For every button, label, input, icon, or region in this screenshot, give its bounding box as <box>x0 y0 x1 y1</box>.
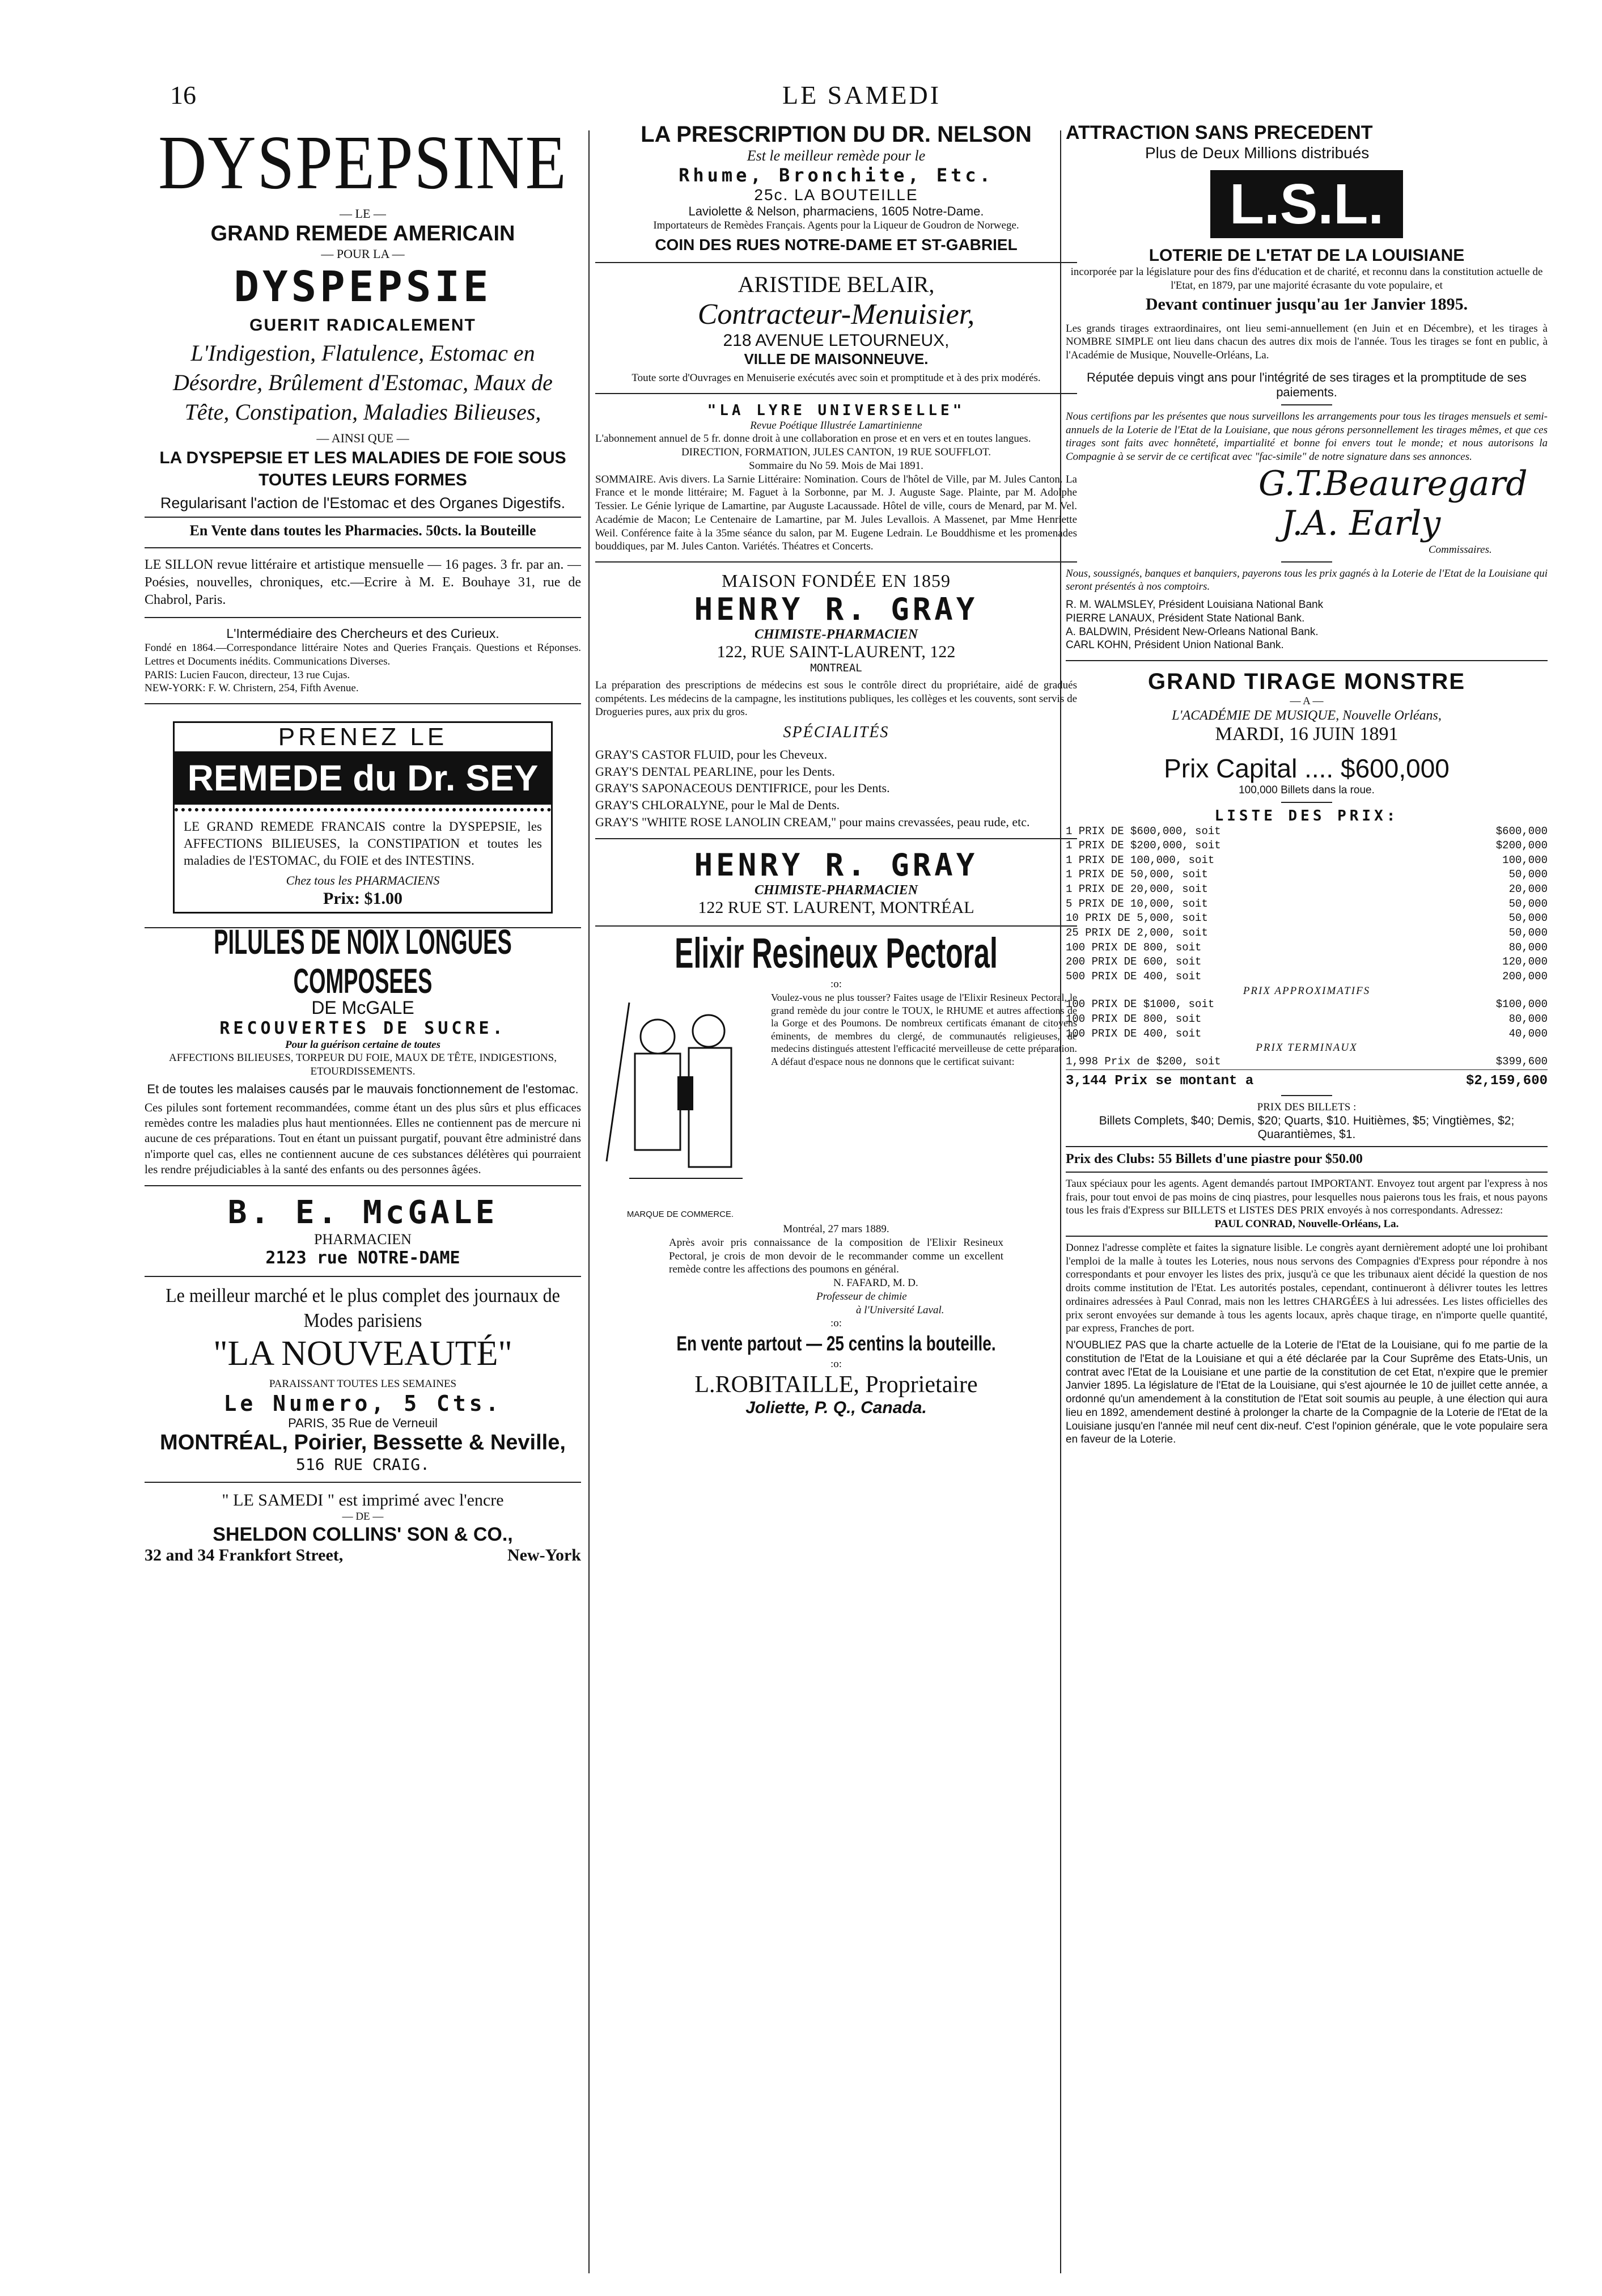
nouveaute-title: "LA NOUVEAUTÉ" <box>213 1334 512 1373</box>
loterie-title: LOTERIE DE L'ETAT DE LA LOUISIANE <box>1148 246 1465 265</box>
elixir-loc: Joliette, P. Q., Canada. <box>745 1398 927 1417</box>
nelson-laviolette: Laviolette & Nelson, pharmaciens, 1605 Notre-Dame. <box>688 204 984 218</box>
loterie-nous: Nous, soussignés, banques et banquiers, payerons tous les prix gagnés à la Loterie de l'Etat de la Louisiane qui seront présentés à nos comptoirs. <box>1066 567 1548 593</box>
sey-chez: Chez tous les PHARMACIENS <box>286 873 440 887</box>
mcgale-pharm: PHARMACIEN <box>314 1231 412 1248</box>
prize-label: 100 PRIX DE 800, soit <box>1066 941 1202 954</box>
imprime-de: — DE — <box>342 1510 384 1523</box>
tirage-capital: Prix Capital .... $600,000 <box>1164 753 1450 783</box>
elixir-vente: En vente partout — 25 centins la bouteille. <box>676 1332 996 1355</box>
belair-trade: Contracteur-Menuisier, <box>697 298 975 331</box>
imprime-sheldon: SHELDON COLLINS' SON & CO., <box>213 1523 513 1545</box>
column-divider <box>588 130 590 2273</box>
gray-city: MONTREAL <box>810 662 862 674</box>
approx-list <box>1066 997 1548 1041</box>
nouveaute-numero: Le Numero, 5 Cts. <box>223 1390 502 1416</box>
prize-value: 100,000 <box>1502 853 1548 866</box>
regularisant: Regularisant l'action de l'Estomac et des Organes Digestifs. <box>160 494 566 511</box>
prize-row <box>1066 824 1548 839</box>
gray-item: GRAY'S SAPONACEOUS DENTIFRICE, pour les Dents. <box>595 781 890 796</box>
dyspepsie-title: DYSPEPSIE <box>234 263 492 312</box>
elixir-ad <box>595 929 1077 1418</box>
prix-billets-line: Billets Complets, $40; Demis, $20; Quarts, $10. Huitièmes, $5; Vingtièmes, $2; Quarantièmes, $1. <box>1099 1114 1515 1141</box>
prix-billets-title: PRIX DES BILLETS : <box>1257 1101 1357 1113</box>
prize-value: 80,000 <box>1508 1012 1548 1025</box>
belair-ville: VILLE DE MAISONNEUVE. <box>744 350 929 367</box>
lsl-logo: L.S.L. <box>1210 170 1403 238</box>
prize-row <box>1066 853 1548 868</box>
signature-beauregard: G.T.Beauregard <box>1258 463 1528 504</box>
elixir-sep-3: :o: <box>830 1358 842 1371</box>
masthead: LE SAMEDI <box>782 81 942 109</box>
gray-chim-2: CHIMISTE-PHARMACIEN <box>754 883 918 898</box>
pilules-body: Ces pilules sont fortement recommandées, comme étant un des plus sûrs et plus efficaces remèdes contre les maladies plus haut mentionnées. Elles ne contiennent pas de mercure ni aucune de ces préparations. Tout en étant un puissant purgatif, pouvant être administré dans n'importe quel cas, elles ne contiennent aucune de ces substances délétères qui pourraient les rendre préjudiciables à la santé des enfants ou des personnes âgées. <box>145 1100 581 1176</box>
prize-label: 100 PRIX DE 400, soit <box>1066 1027 1202 1040</box>
dyspepsine-title: DYSPEPSINE <box>158 122 567 205</box>
elixir-date: Montréal, 27 mars 1889. <box>783 1223 889 1236</box>
nelson-import: Importateurs de Remèdes Français. Agents pour la Liqueur de Goudron de Norwege. <box>653 219 1019 231</box>
lyre-sub: Revue Poétique Illustrée Lamartinienne <box>750 419 922 432</box>
nouveaute-craig: 516 RUE CRAIG. <box>295 1454 430 1474</box>
prize-value: $600,000 <box>1495 824 1548 838</box>
nouveaute-ad <box>145 1285 581 1474</box>
prize-list <box>1066 824 1548 984</box>
tirage-acad: L'ACADÉMIE DE MUSIQUE, Nouvelle Orléans, <box>1172 708 1442 723</box>
nelson-rhume: Rhume, Bronchite, Etc. <box>679 164 994 186</box>
elixir-title: Elixir Resineux Pectoral <box>675 929 998 978</box>
commissaires: Commissaires. <box>1429 543 1492 556</box>
gray-item: GRAY'S CASTOR FLUID, pour les Cheveux. <box>595 747 828 762</box>
prize-label: 1 PRIX DE 50,000, soit <box>1066 868 1208 881</box>
nelson-sub: Est le meilleur remède pour le <box>747 147 926 164</box>
gray-item: GRAY'S DENTAL PEARLINE, pour les Dents. <box>595 764 835 779</box>
intermediaire-title: L'Intermédiaire des Chercheurs et des Curieux. <box>226 626 499 641</box>
attraction-title: ATTRACTION SANS PRECEDENT <box>1066 122 1373 143</box>
lottery-ad <box>1066 122 1548 652</box>
dyspepsine-ad <box>145 122 581 539</box>
sey-body: LE GRAND REMEDE FRANCAIS contre la DYSPEPSIE, les AFFECTIONS BILIEUSES, la CONSTIPATION et toutes les maladies de l'ESTOMAC, du FOIE et des INTESTINS. <box>184 819 542 868</box>
vente-label: En Vente dans toutes les Pharmacies. 50cts. la Bouteille <box>189 522 536 539</box>
elixir-illustration <box>595 991 765 1219</box>
nelson-ad <box>595 122 1077 254</box>
prize-row <box>1066 911 1548 926</box>
prize-row <box>1066 868 1548 882</box>
prize-value: 20,000 <box>1508 883 1548 896</box>
tirage-approx: PRIX APPROXIMATIFS <box>1243 984 1371 997</box>
pilules-recouv: RECOUVERTES DE SUCRE. <box>219 1018 506 1038</box>
gray-ad <box>595 570 1077 917</box>
prize-label: 5 PRIX DE 10,000, soit <box>1066 897 1208 910</box>
page-number: 16 <box>170 81 196 109</box>
pilules-title: PILULES DE NOIX LONGUES COMPOSEES <box>214 923 512 1001</box>
gray-name-2: HENRY R. GRAY <box>694 847 978 883</box>
gray-chim: CHIMISTE-PHARMACIEN <box>754 627 918 642</box>
lyre-contents: SOMMAIRE. Avis divers. La Sarnie Littéraire: Nomination. Cours de l'hôtel de Ville, par M. Jules Canton. La France et le monde littéraire; M. Faguet à la Sorbonne, par M. J. Auguste Sage. Plainte, par M. Adolphe Tessier. Le Génie lyrique de Lamartine, par Auguste Lacaussade. Hôtel de ville, cours de Menard, par M. Vel. Académie de Macon; Le Centenaire de Lamartine, par M. Jules Levallois. A Massenet, par Mme Henriette Weil. Conférence faite à la 35me séance du salon, par M. Eugene Ledrain. Le Bouddhisme et les promenades bouddiques, par M. Jules Canton. Variétés. Théatres et Concerts. <box>595 473 1077 553</box>
gray-addr: 122, RUE SAINT-LAURENT, 122 <box>717 642 956 661</box>
tirage-billets: 100,000 Billets dans la roue. <box>1239 784 1375 796</box>
prize-value: $399,600 <box>1495 1055 1548 1068</box>
prize-value: 40,000 <box>1508 1027 1548 1040</box>
bank-item: PIERRE LANAUX, Président State National Bank. <box>1066 612 1305 624</box>
elixir-body: Voulez-vous ne plus tousser? Faites usage de l'Elixir Resineux Pectoral, le grand remède du jour contre le TOUX, le RHUME et autres affections de la Gorge et des Poumons. De nombreux certificats émanant de citoyens éminents, de membres du clergé, de communautés religieuses, de medecins distingués attestent l'efficacité merveilleuse de cette préparation. A défaut d'espace nous ne donnons que le certificat suivant: <box>771 992 1077 1067</box>
tirage-liste: LISTE DES PRIX: <box>1214 807 1399 824</box>
pour-la-label: — POUR LA — <box>321 247 405 261</box>
sey-price: Prix: $1.00 <box>323 889 402 908</box>
column-middle <box>595 122 1077 2285</box>
belair-ad <box>595 271 1077 385</box>
belair-addr: 218 AVENUE LETOURNEUX, <box>723 331 950 350</box>
imprime-addr: 32 and 34 Frankfort Street, <box>145 1545 344 1565</box>
imprime-address-row <box>145 1546 581 1565</box>
elixir-sep: :o: <box>830 978 842 991</box>
lyre-title: "LA LYRE UNIVERSELLE" <box>707 401 965 419</box>
prize-label: 1 PRIX DE $600,000, soit <box>1066 824 1221 838</box>
ailments-list: L'Indigestion, Flatulence, Estomac en Désordre, Brûlement d'Estomac, Maux de Tête, Constipation, Maladies Bilieuses, <box>173 340 553 425</box>
term-list <box>1066 1055 1548 1069</box>
prix-clubs: Prix des Clubs: 55 Billets d'une piastre pour $50.00 <box>1066 1151 1363 1166</box>
trademark-figures-icon <box>595 991 765 1207</box>
gray-addr-2: 122 RUE ST. LAURENT, MONTRÉAL <box>698 898 974 917</box>
remede-sey-banner: REMEDE du Dr. SEY <box>175 751 551 805</box>
prize-label: 1 PRIX DE $200,000, soit <box>1066 839 1221 852</box>
prize-row <box>1066 955 1548 970</box>
prize-row <box>1066 1012 1548 1027</box>
prize-total-label: 3,144 Prix se montant a <box>1066 1073 1254 1089</box>
attraction-sub: Plus de Deux Millions distribués <box>1145 144 1370 162</box>
prize-label: 100 PRIX DE $1000, soit <box>1066 998 1215 1011</box>
elixir-sep-2: :o: <box>830 1317 842 1330</box>
guerit-label: GUERIT RADICALEMENT <box>249 316 476 335</box>
lyre-dir: DIRECTION, FORMATION, JULES CANTON, 19 RUE SOUFFLOT. <box>681 446 991 458</box>
nelson-coin: COIN DES RUES NOTRE-DAME ET ST-GABRIEL <box>655 235 1018 253</box>
prize-value: 80,000 <box>1508 941 1548 954</box>
imprime-ad <box>145 1491 581 1565</box>
tirage-donnez: Donnez l'adresse complète et faites la signature lisible. Le congrès ayant dernièrement adopté une loi prohibant l'emploi de la malle à toutes les Loteries, nous nous servons des Compagnies d'Express pour répondre à nos correspondants et pour envoyer les listes des prix, jusqu'à ce que les tribunaux aient décidé la question de nos droits comme institution de l'Etat. Les autorités postales, cependant, continueront à délivrer toutes les lettres ordinaires adressées à Paul Conrad, mais non les lettres CHARGÉES à lui adressées. Les listes officielles des prix seront envoyées sur demande à tous les agents locaux, après chaque tirage, en n'importe quelle quantité, par express, Franches de port. <box>1066 1241 1548 1335</box>
nelson-title: LA PRESCRIPTION DU DR. NELSON <box>641 122 1032 147</box>
prize-total <box>1066 1069 1548 1090</box>
gray-body: La préparation des prescriptions de médecins est sous le contrôle direct du propriétaire, aidé de gradués compétents. Les médecins de la campagne, les institutions publiques, les collèges et les couvents, sont servis de Drogueries pures, aux prix du gros. <box>595 679 1077 718</box>
mcgale-addr: 2123 rue NOTRE-DAME <box>265 1248 460 1268</box>
elixir-marque: MARQUE DE COMMERCE. <box>626 1210 734 1220</box>
le-label: — LE — <box>340 206 386 221</box>
gray-item: GRAY'S CHLORALYNE, pour le Mal de Dents. <box>595 798 840 813</box>
pilules-et: Et de toutes les malaises causés par le mauvais fonctionnement de l'estomac. <box>147 1081 579 1096</box>
sey-ad <box>173 721 553 913</box>
lyre-sommaire: Sommaire du No 59. Mois de Mai 1891. <box>749 459 923 472</box>
ainsi-que: — AINSI QUE — <box>316 431 409 446</box>
elixir-prop: L.ROBITAILLE, Proprietaire <box>694 1371 978 1398</box>
prize-value: 120,000 <box>1502 955 1548 969</box>
nouveaute-intro: Le meilleur marché et le plus complet des journaux de Modes parisiens <box>166 1284 560 1332</box>
prize-value: 50,000 <box>1508 912 1548 925</box>
tirage-taux: Taux spéciaux pour les agents. Agent demandés partout IMPORTANT. Envoyez tout argent par l'express à nos frais, pour tout envoi de pas moins de cinq piastres, pour lesquelles nous paierons tous les frais, et nous payons tous les frais d'Express sur BILLETS et LISTES DES PRIX envoyés à nos correspondants. Adressez: <box>1066 1177 1548 1217</box>
prize-total-value: $2,159,600 <box>1465 1073 1548 1089</box>
loterie-devant: Devant continuer jusqu'au 1er Janvier 1895. <box>1145 294 1468 314</box>
nouveaute-montreal: MONTRÉAL, Poirier, Bessette & Neville, <box>160 1430 566 1454</box>
belair-name: ARISTIDE BELAIR, <box>738 271 935 297</box>
prize-label: 10 PRIX DE 5,000, soit <box>1066 912 1208 925</box>
sillon-ad: LE SILLON revue littéraire et artistique mensuelle — 16 pages. 3 fr. par an. —Poésies, nouvelles, chroniques, etc.—Ecrire à M. E. Bouhaye 31, rue de Chabrol, Paris. <box>145 557 581 608</box>
prize-label: 1 PRIX DE 20,000, soit <box>1066 883 1208 896</box>
nouveaute-parait: PARAISSANT TOUTES LES SEMAINES <box>269 1378 457 1390</box>
prize-label: 500 PRIX DE 400, soit <box>1066 970 1202 983</box>
loterie-reputee: Réputée depuis vingt ans pour l'intégrité de ses tirages et la promptitude de ses paiements. <box>1087 370 1527 399</box>
pilules-affections: AFFECTIONS BILIEUSES, TORPEUR DU FOIE, MAUX DE TÊTE, INDIGESTIONS, ETOURDISSEMENTS. <box>168 1052 557 1077</box>
gray-spec: SPÉCIALITÉS <box>783 724 889 741</box>
loterie-cert: Nous certifions par les présentes que nous surveillons les arrangements pour tous les tirages mensuels et semi-annuels de la Loterie de l'Etat de la Louisiane, que nous gérons personnellement les tirages mêmes, et que ces tirages sont faits avec honnêteté, impartialité et bonne foi envers tout le monde; et nous autorisons la Compagnie à se servir de ce certificat avec "fac-simile" de notre signature dans ses annonces. <box>1066 410 1548 463</box>
tirage-date: MARDI, 16 JUIN 1891 <box>1215 723 1398 745</box>
tirage-a: — A — <box>1290 695 1324 707</box>
prize-value: 50,000 <box>1508 868 1548 881</box>
nelson-price: 25c. LA BOUTEILLE <box>754 186 918 204</box>
pilules-de: DE McGALE <box>311 997 414 1018</box>
prize-label: 200 PRIX DE 600, soit <box>1066 955 1202 969</box>
prize-label: 25 PRIX DE 2,000, soit <box>1066 926 1208 939</box>
bank-list <box>1066 598 1548 652</box>
foie-label: LA DYSPEPSIE ET LES MALADIES DE FOIE SOUS TOUTES LEURS FORMES <box>159 448 566 489</box>
prize-value: 50,000 <box>1508 926 1548 939</box>
elixir-univ: à l'Université Laval. <box>856 1304 944 1316</box>
pilules-pour: Pour la guérison certaine de toutes <box>285 1038 440 1051</box>
prize-row <box>1066 882 1548 897</box>
column-left <box>145 122 581 2285</box>
signature-early: J.A. Early <box>1281 503 1441 543</box>
intermediaire-ny: NEW-YORK: F. W. Christern, 254, Fifth Avenue. <box>145 682 359 695</box>
mcgale-ad <box>145 1194 581 1268</box>
prize-row <box>1066 941 1548 955</box>
tirage-term: PRIX TERMINAUX <box>1256 1042 1358 1054</box>
prize-row <box>1066 997 1548 1012</box>
bank-item: CARL KOHN, Président Union National Bank. <box>1066 639 1284 652</box>
lyre-body: L'abonnement annuel de 5 fr. donne droit à une collaboration en prose et en vers et en toutes langues. <box>595 433 1031 445</box>
prize-row <box>1066 897 1548 912</box>
bank-item: R. M. WALMSLEY, Président Louisiana National Bank <box>1066 599 1324 611</box>
prize-row <box>1066 1027 1548 1042</box>
gray-item: GRAY'S "WHITE ROSE LANOLIN CREAM," pour mains crevassées, peau rude, etc. <box>595 814 1030 829</box>
elixir-body-row <box>595 991 1077 1219</box>
intermediaire-body: Fondé en 1864.—Correspondance littéraire Notes and Queries Français. Questions et Réponses. Lettres et Documents inédits. Communications Diverses. <box>145 642 581 667</box>
loterie-tirages: Les grands tirages extraordinaires, ont lieu semi-annuellement (en Juin et en Décembre), et les tirages à NOMBRE SIMPLE ont lieu dans chacun des autres dix mois de l'année. Tous les tirages se font en public, à l'Académie de Musique, Nouvelle-Orléans, La. <box>1066 322 1548 361</box>
intermediaire-paris: PARIS: Lucien Faucon, directeur, 13 rue Cujas. <box>145 669 350 681</box>
prize-label: 100 PRIX DE 800, soit <box>1066 1012 1202 1025</box>
elixir-signer: N. FAFARD, M. D. <box>833 1277 918 1289</box>
mcgale-name: B. E. McGALE <box>227 1194 498 1232</box>
prize-label: 1,998 Prix de $200, soit <box>1066 1055 1221 1068</box>
prize-row <box>1066 970 1548 984</box>
pilules-ad <box>145 923 581 1178</box>
imprime-line: " LE SAMEDI " est imprimé avec l'encre <box>222 1490 504 1509</box>
prize-row <box>1066 926 1548 941</box>
nouveaute-paris: PARIS, 35 Rue de Verneuil <box>288 1415 438 1430</box>
tirage-ad <box>1066 669 1548 1447</box>
prize-label: 1 PRIX DE 100,000, soit <box>1066 853 1215 866</box>
tirage-title: GRAND TIRAGE MONSTRE <box>1148 669 1465 694</box>
prize-value: $100,000 <box>1495 998 1548 1011</box>
elixir-cert: Après avoir pris connaissance de la composition de l'Elixir Resineux Pectoral, je crois de mon devoir de le recommander comme un excellent remède contre les affections des poumons en général. <box>669 1236 1003 1276</box>
belair-body: Toute sorte d'Ouvrages en Menuiserie exécutés avec soin et promptitude et à des prix modérés. <box>632 371 1041 384</box>
grand-remede: GRAND REMEDE AMERICAIN <box>210 222 515 246</box>
tirage-conrad: PAUL CONRAD, Nouvelle-Orléans, La. <box>1214 1218 1399 1230</box>
prize-row <box>1066 839 1548 853</box>
prize-value: $200,000 <box>1495 839 1548 852</box>
gray-items <box>595 746 1077 830</box>
elixir-prof: Professeur de chimie <box>816 1290 907 1303</box>
prize-value: 50,000 <box>1508 897 1548 910</box>
intermediaire-ad <box>145 626 581 695</box>
gray-maison: MAISON FONDÉE EN 1859 <box>721 570 951 591</box>
lyre-ad <box>595 402 1077 554</box>
bank-item: A. BALDWIN, Président New-Orleans National Bank. <box>1066 625 1319 638</box>
page-header <box>170 77 1553 116</box>
prize-row <box>1066 1055 1548 1069</box>
tirage-oubliez: N'OUBLIEZ PAS que la charte actuelle de la Loterie de l'Etat de la Louisiane, qui fo me partie de la constitution de l'Etat de la Louisiane et qui a été déclarée par la Cour Suprême des Etats-Unis, un contrat avec l'Etat de la Louisiane et une partie de la constitution de cet Etat, n'expire que le premier Janvier 1895. La législature de l'Etat de la Louisiane, qui s'est ajournée le 10 de juillet cette année, a ordonné qu'un amendement à la constitution de l'Etat soit soumis au peuple, à une élection qui aura lieu en 1892, amendement destiné à prolonger la charte de la Compagnie de la Loterie de l'Etat de la Louisiane jusqu'en l'année mil neuf cent dix-neuf. C'est l'opinion générale, que le vote populaire sera en faveur de la Loterie. <box>1066 1339 1548 1446</box>
loterie-inc: incorporée par la législature pour des fins d'éducation et de charité, et reconnu dans la constitution actuelle de l'Etat, en 1879, par une majorité écrasante du vote populaire, et <box>1070 266 1543 291</box>
imprime-ny: New-York <box>507 1545 581 1565</box>
gray-name: HENRY R. GRAY <box>694 591 978 627</box>
prize-value: 200,000 <box>1502 970 1548 983</box>
prenez-le: PRENEZ LE <box>278 723 448 751</box>
column-right <box>1066 122 1548 2285</box>
